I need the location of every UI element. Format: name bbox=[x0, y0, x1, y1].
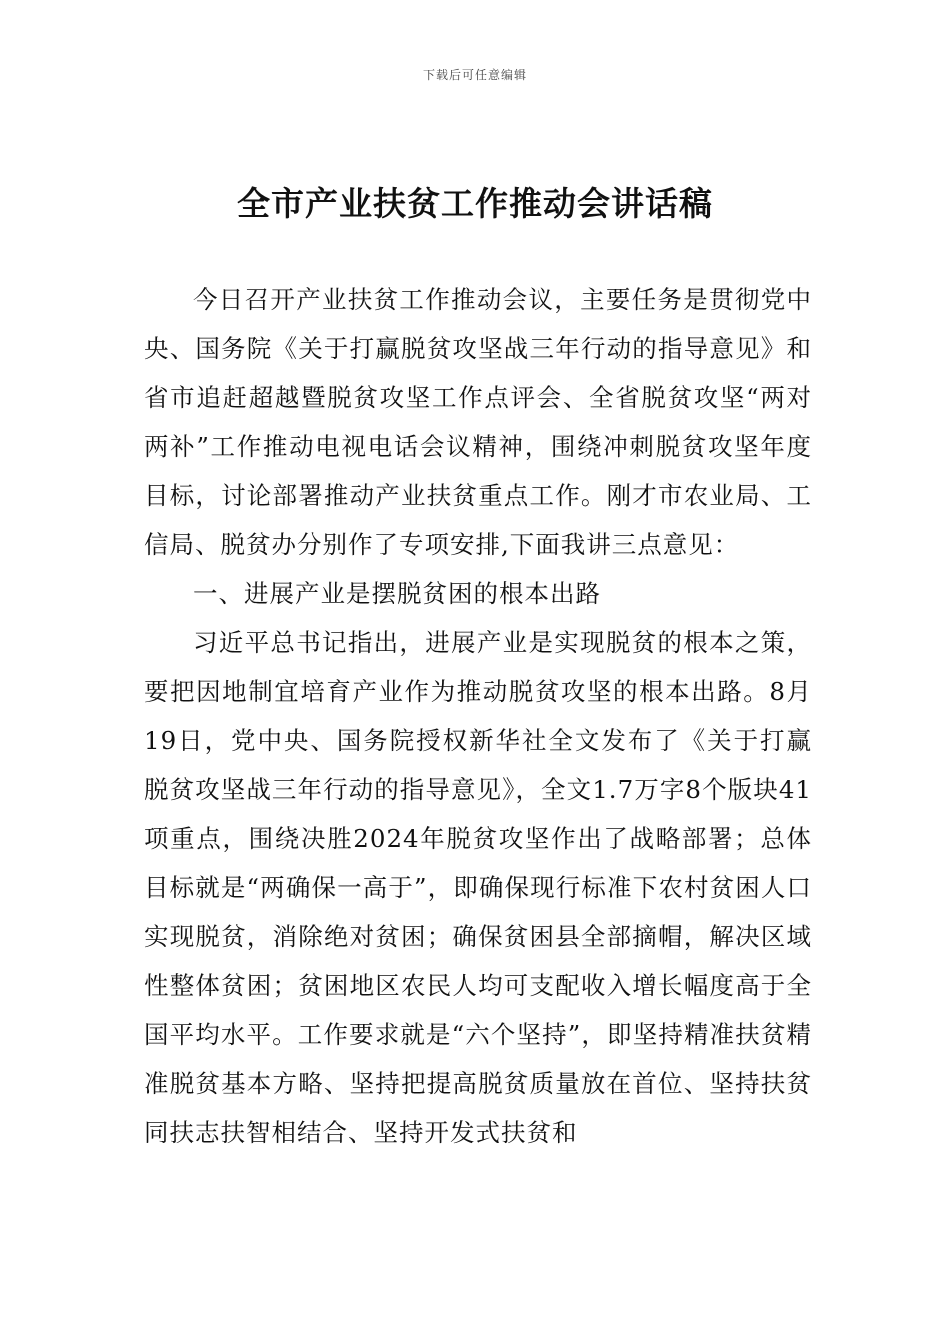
document-title: 全市产业扶贫工作推动会讲话稿 bbox=[237, 184, 713, 223]
header-note: 下载后可任意编辑 bbox=[422, 68, 527, 82]
document-body bbox=[144, 275, 812, 1157]
section-heading-1: 一、进展产业是摆脱贫困的根本出路 bbox=[193, 579, 601, 608]
paragraph-section-1: 习近平总书记指出，进展产业是实现脱贫的根本之策，要把因地制宜培育产业作为推动脱贫攻坚的根本出路。8月19日，党中央、国务院授权新华社全文发布了《关于打赢脱贫攻坚战三年行动的指导意见》，全文1.7万字8个版块41项重点，围绕决胜2024年脱贫攻坚作出了战略部署；总体目标就是“两确保一高于”，即确保现行标准下农村贫困人口实现脱贫，消除绝对贫困；确保贫困县全部摘帽，解决区域性整体贫困；贫困地区农民人均可支配收入增长幅度高于全国平均水平。工作要求就是“六个坚持”，即坚持精准扶贫精准脱贫基本方略、坚持把提高脱贫质量放在首位、坚持扶贫同扶志扶智相结合、坚持开发式扶贫和 bbox=[144, 628, 812, 1147]
paragraph-intro: 今日召开产业扶贫工作推动会议，主要任务是贯彻党中央、国务院《关于打赢脱贫攻坚战三年行动的指导意见》和省市追赶超越暨脱贫攻坚工作点评会、全省脱贫攻坚“两对两补”工作推动电视电话会议精神，围绕冲刺脱贫攻坚年度目标，讨论部署推动产业扶贫重点工作。刚才市农业局、工信局、脱贫办分别作了专项安排,下面我讲三点意见： bbox=[144, 285, 812, 559]
